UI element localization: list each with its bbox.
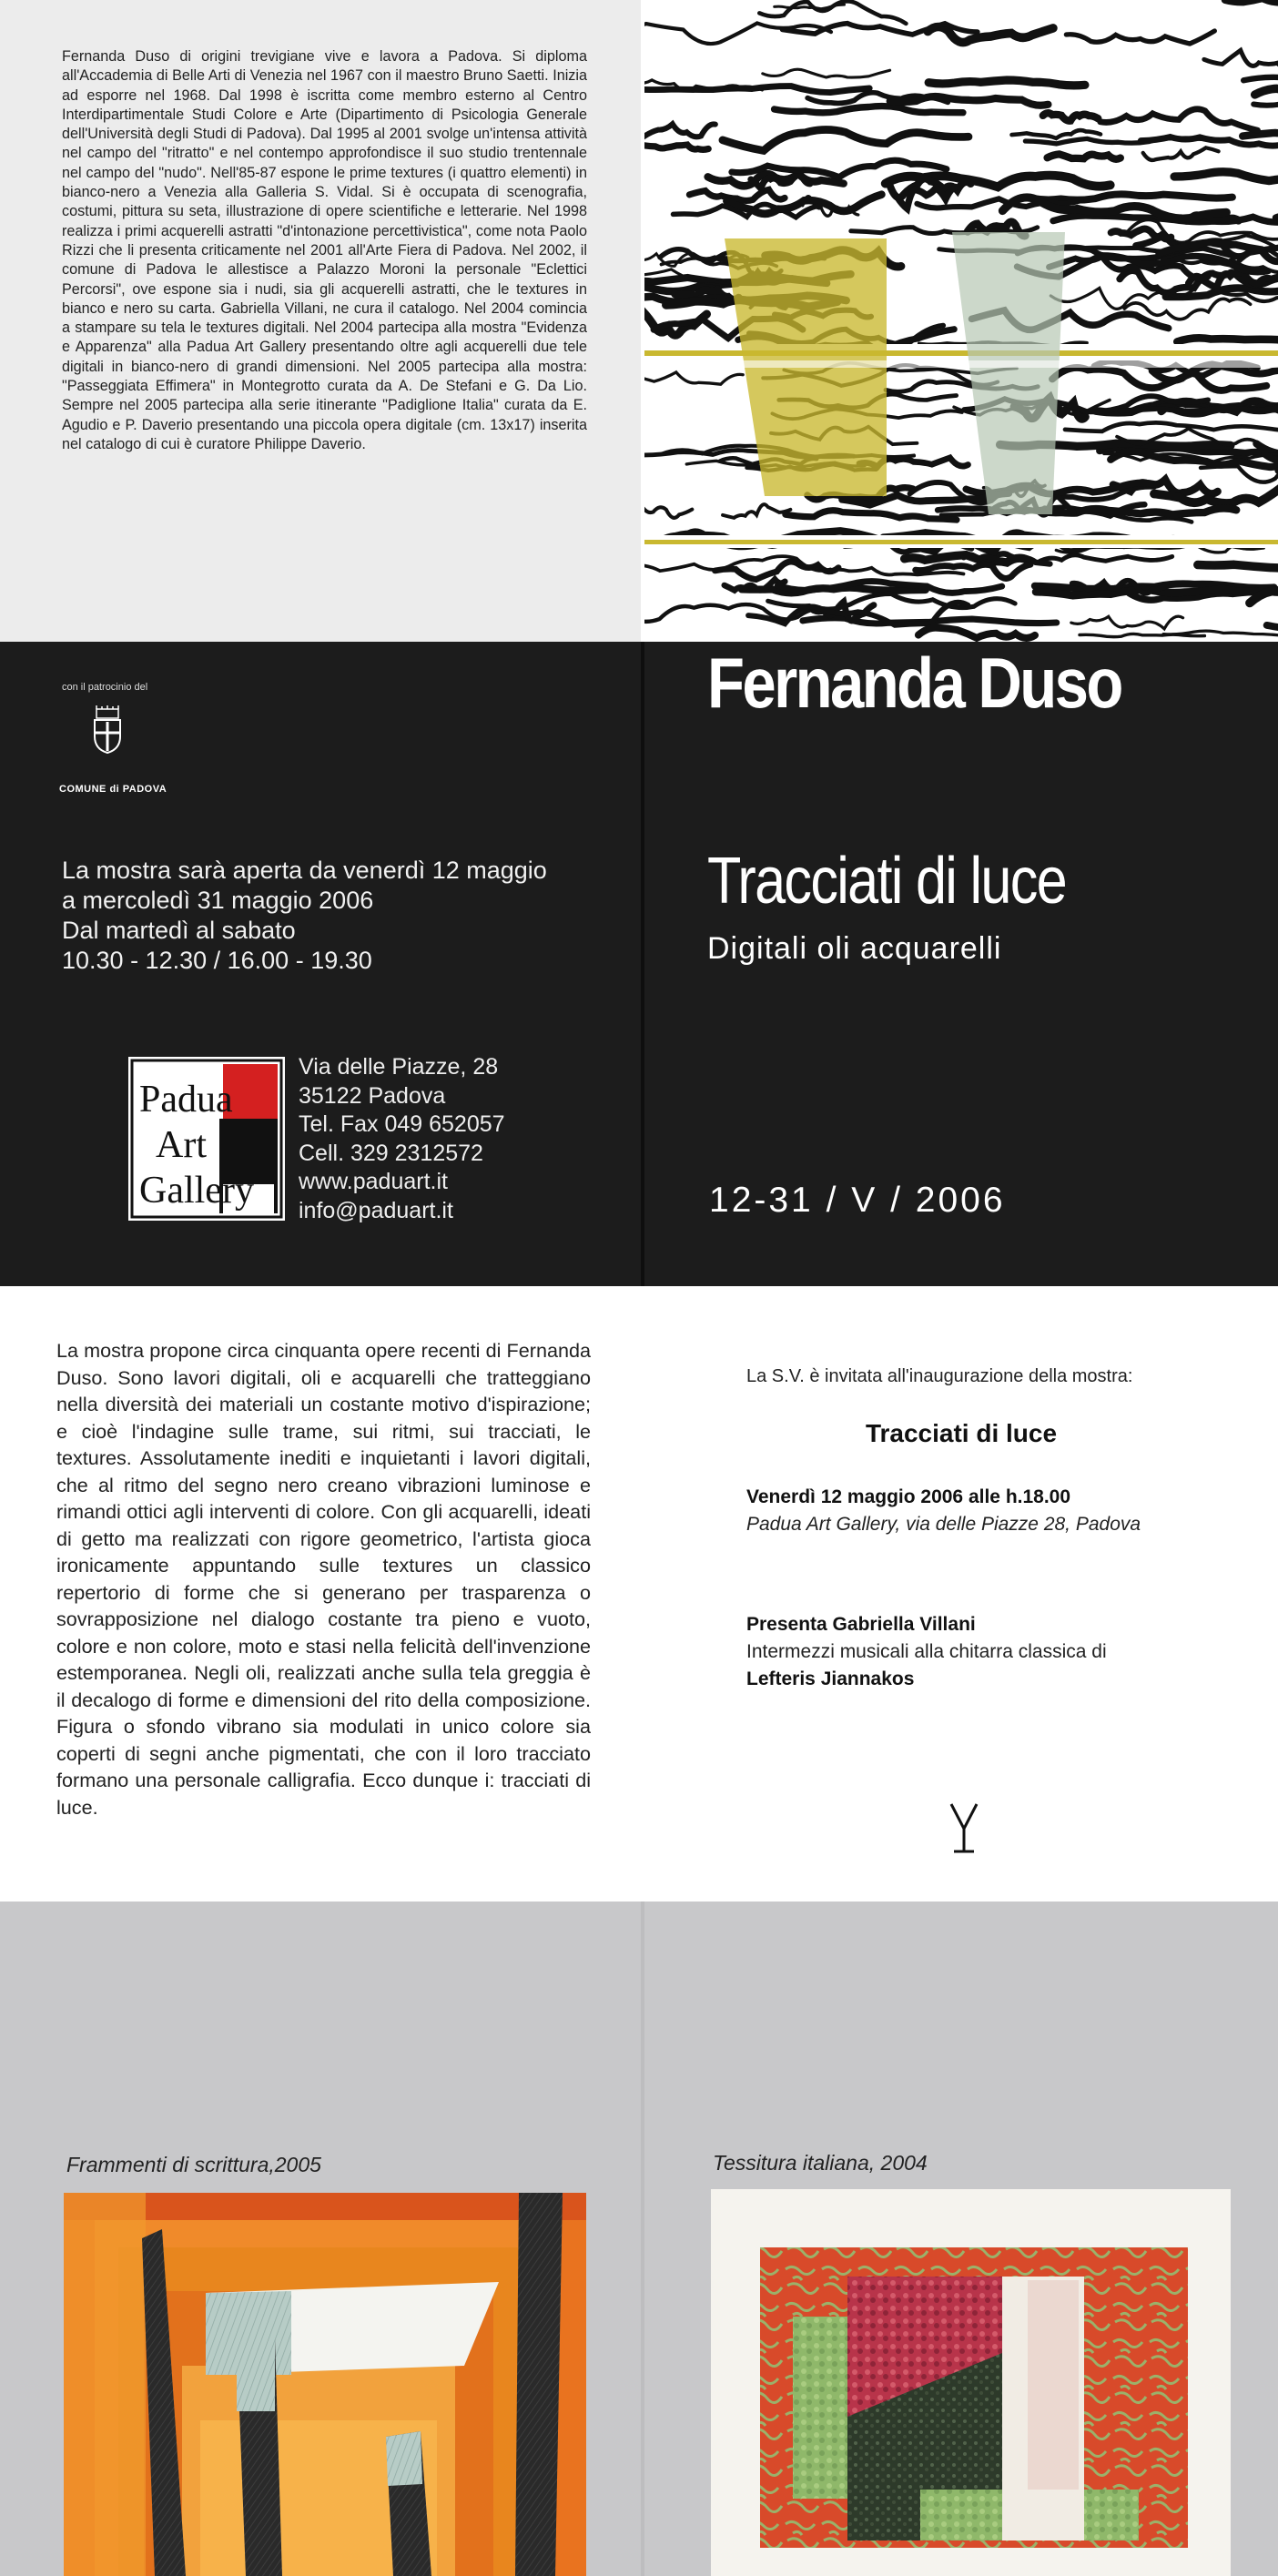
invitation-title: Tracciati di luce bbox=[865, 1419, 1058, 1447]
opening-hours bbox=[62, 856, 547, 976]
contact-website: www.paduart.it bbox=[299, 1169, 448, 1194]
description-panel bbox=[0, 1286, 641, 1902]
logo-word: Art bbox=[156, 1124, 207, 1166]
fold-line bbox=[641, 1902, 644, 2576]
musician: Lefteris Jiannakos bbox=[746, 1668, 915, 1689]
bio-text: Fernanda Duso di origini trevigiane vive e lavora a Padova. Si diploma all'Accademia di Belle Arti di Venezia nel 1967 con il maestro Bruno Saetti. Inizia ad esporre nel 1968. Dal 1998 è iscritta come membro esterno al Centro Interdipartimentale Studi Colore e Arte (Dipartimento di Psicologia Generale dell'Università degli Studi di Padova). Dal 1995 al 2001 svolge un'intensa attività nel campo del "ritratto" e nel contempo approfondisce il suo studio trentennale nel campo del "nudo". Nell'85-87 espone le prime textures (i quattro elementi) in bianco-nero a Venezia alla Galleria S. Vidal. Si è occupata di scenografia, costumi, pittura su seta, illustrazione di opere scientifiche e letterarie. Nel 1998 realizza i primi acquerelli astratti "d'intonazione percettivistica", come nota Paolo Rizzi che li presenta criticamente nel 2001 all'Arte Fiera di Padova. Nel 2002, il comune di Padova le allestisce a Palazzo Moroni la personale "Eclettici Percorsi", ove espone sia i nudi, sia gli acquerelli astratti, che le textures in bianco e nero su carta. Gabriella Villani, ne cura il catalogo. Nel 2004 comincia a stampare su tela le textures digitali. Nel 2004 partecipa alla mostra "Evidenza e Apparenza" alla Padua Art Gallery presentando oltre agli acquerelli due tele digitali in bianco-nero di grandi dimensioni. Nel 2005 partecipa alla mostra: "Passeggiata Effimera" in Montegrotto curata da A. De Stefani e G. Da Lio. Sempre nel 2005 partecipa alla serie itinerante "Padiglione Italia" curata da E. Agudio e P. Daverio presentando una piccola opera digitale (cm. 13x17) inserita nel catalogo di cui è curatore Philippe Daverio. bbox=[62, 48, 587, 452]
comune-label: COMUNE di PADOVA bbox=[59, 784, 167, 795]
contact-cell: Cell. 329 2312572 bbox=[299, 1140, 483, 1166]
contact-address: Via delle Piazze, 28 bbox=[299, 1054, 499, 1080]
invitation-panel bbox=[644, 1286, 1278, 1902]
contact-email: info@paduart.it bbox=[299, 1197, 453, 1223]
cover-panel bbox=[0, 642, 1278, 1286]
hours-line: Dal martedì al sabato bbox=[62, 917, 296, 944]
wine-glass-icon bbox=[948, 1801, 979, 1854]
patronage-label: con il patrocinio del bbox=[62, 682, 148, 693]
cover-artwork bbox=[644, 0, 1278, 642]
logo-word: Padua bbox=[139, 1079, 233, 1121]
padova-crest-icon bbox=[82, 705, 133, 756]
description-text: La mostra propone circa cinquanta opere recenti di Fernanda Duso. Sono lavori digitali, oli e acquarelli che tratteggiano nella diversità dei materiali un costante motivo d'ispirazione; e cioè l'indagine sulle trame, sui ritmi, sui tracciati, le textures. Assolutamente inediti e inquietanti i lavori digitali, che al ritmo del segno nero creano vibrazioni luminose e rimandi ottici agli interventi di colore. Con gli acquarelli, ideati di getto ma realizzati con rigore geometrico, l'artista gioca ironicamente appuntando sulle textures un classico repertorio di forme che si generano per trasparenza o sovrapposizione nel dialogo costante tra pieno e vuoto, colore e non colore, moto e stasi nella felicità dell'invenzione estemporanea. Negli oli, realizzati anche sulla tela greggia è il decalogo di forme e dimensioni del rito della composizione. Figura o sfondo vibrano sia modulati in unico colore sia coperti di segni anche pigmentati, che con il loro tracciato formano una personale calligrafia. Ecco dunque i: tracciati di luce. bbox=[56, 1339, 591, 1819]
fold-line bbox=[641, 642, 644, 1286]
inauguration-date: Venerdì 12 maggio 2006 alle h.18.00 bbox=[746, 1486, 1071, 1507]
hours-line: 10.30 - 12.30 / 16.00 - 19.30 bbox=[62, 947, 372, 974]
bio-panel bbox=[0, 0, 641, 642]
artist-name: Fernanda Duso bbox=[707, 643, 1121, 723]
frammenti-painting bbox=[64, 2193, 586, 2576]
invitation-line: La S.V. è invitata all'inaugurazione della mostra: bbox=[746, 1366, 1133, 1386]
tessitura-painting bbox=[711, 2189, 1231, 2576]
gallery-contact bbox=[299, 1053, 505, 1225]
hours-line: a mercoledì 31 maggio 2006 bbox=[62, 887, 374, 914]
contact-city: 35122 Padova bbox=[299, 1082, 446, 1109]
artworks-panel bbox=[0, 1902, 1278, 2576]
artwork-caption-left: Frammenti di scrittura,2005 bbox=[66, 2153, 321, 2176]
exhibition-title: Tracciati di luce bbox=[707, 845, 1066, 918]
hours-line: La mostra sarà aperta da venerdì 12 maggio bbox=[62, 857, 547, 884]
artwork-caption-right: Tessitura italiana, 2004 bbox=[713, 2151, 928, 2175]
music-note: Intermezzi musicali alla chitarra classica di bbox=[746, 1641, 1107, 1662]
exhibition-dates: 12-31 / V / 2006 bbox=[709, 1181, 1006, 1220]
texture-artwork bbox=[644, 0, 1278, 642]
exhibition-subtitle: Digitali oli acquarelli bbox=[707, 931, 1002, 966]
inauguration-place: Padua Art Gallery, via delle Piazze 28, Padova bbox=[746, 1514, 1141, 1535]
presenter: Presenta Gabriella Villani bbox=[746, 1614, 976, 1635]
padua-art-gallery-logo bbox=[128, 1057, 285, 1221]
logo-word: Gallery bbox=[139, 1170, 254, 1212]
contact-phone: Tel. Fax 049 652057 bbox=[299, 1111, 505, 1137]
